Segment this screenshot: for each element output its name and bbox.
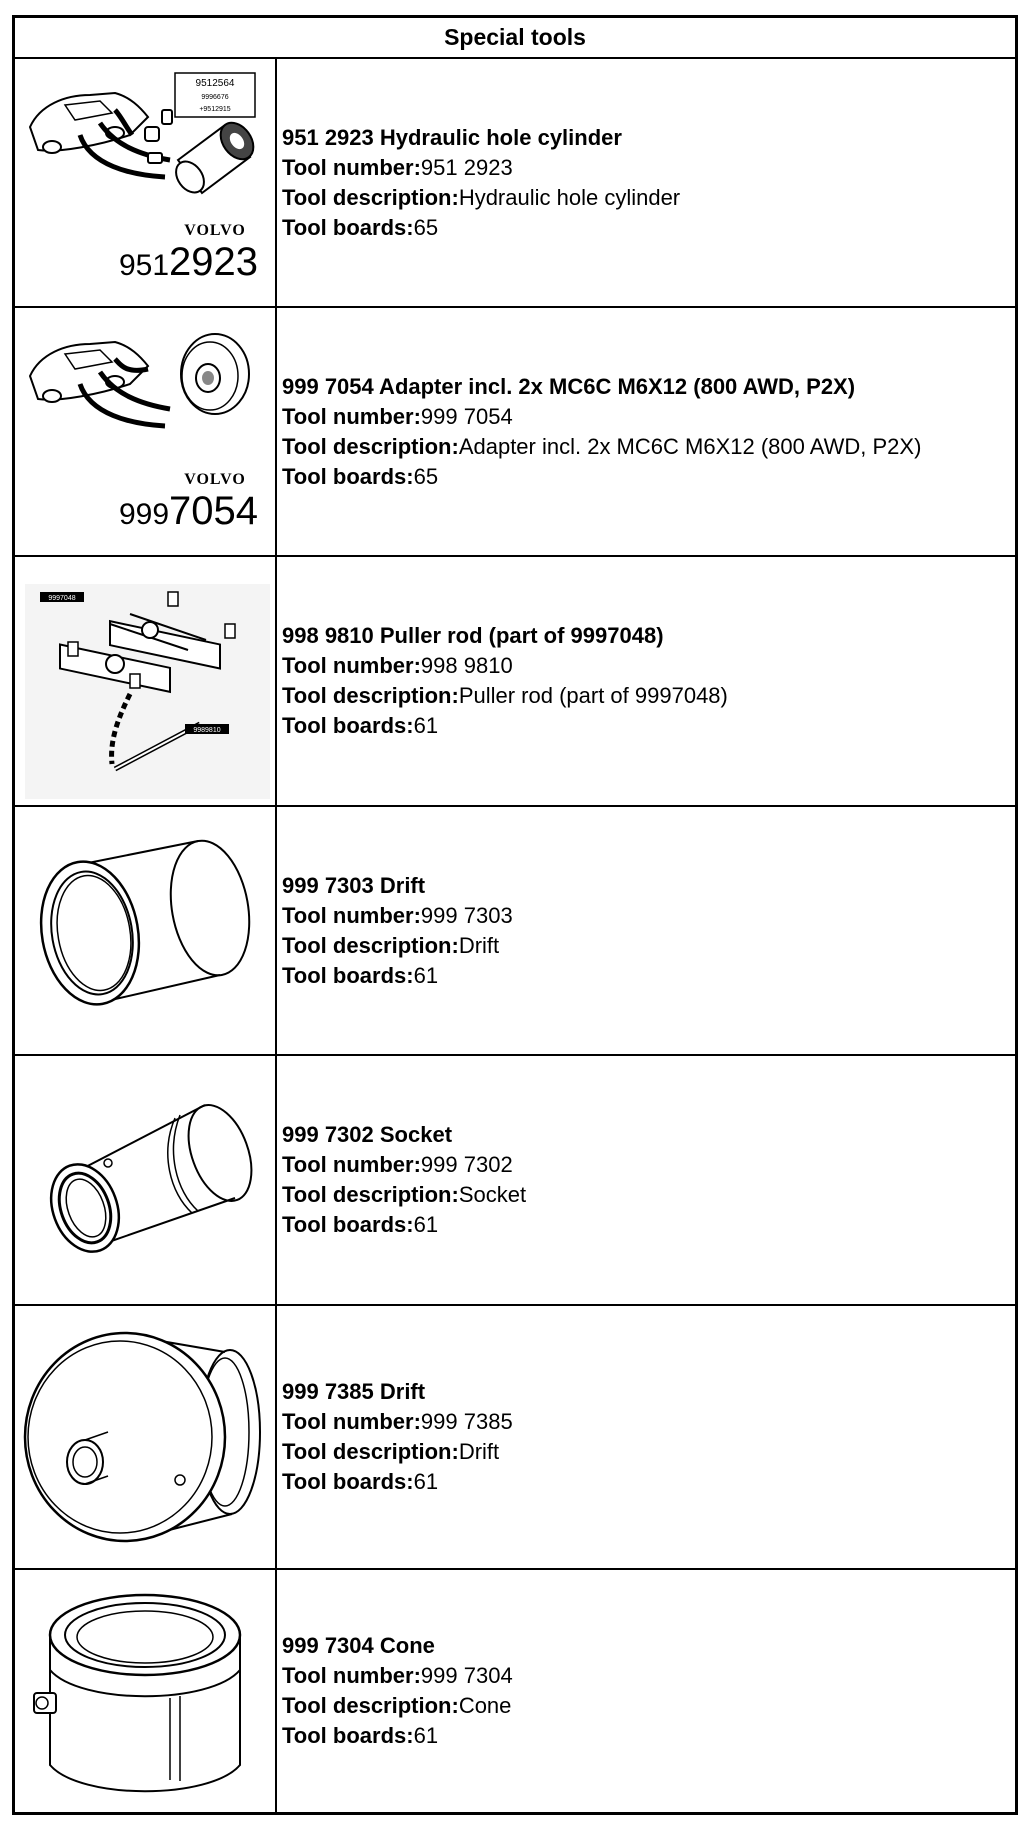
table-header: Special tools [15,18,1015,59]
tag-label: 9512564 [195,78,235,89]
socket-drawing [20,1063,270,1298]
tool-illustration [15,557,277,805]
tool-illustration [15,1056,277,1304]
tool-details [277,557,1015,805]
tool-description-line: Tool description:Cone [282,1693,512,1718]
adapter-drawing [20,314,270,549]
tool-description-line: Tool description:Hydraulic hole cylinder [282,184,681,210]
tool-row [15,557,1015,807]
tool-row [15,1056,1015,1306]
tag-label: +9512915 [199,106,231,113]
tool-description-line: Tool description:Drift [282,1439,500,1464]
tool-details [277,1570,1015,1812]
tool-row [15,1306,1015,1570]
tool-number-line: Tool number:999 7303 [282,902,513,928]
drift-large-drawing [20,1312,270,1562]
brand-label: VOLVO [184,471,246,488]
tool-heading: 951 2923 Hydraulic hole cylinder [282,124,622,150]
hydraulic-cylinder-drawing [20,65,270,300]
tool-details [277,1056,1015,1304]
tool-heading: 999 7302 Socket [282,1122,453,1147]
tool-heading: 999 7304 Cone [282,1633,435,1658]
tool-illustration [15,1306,277,1568]
tool-number-line: Tool number:999 7304 [282,1663,513,1688]
tag-label: 9989810 [193,726,221,734]
tool-details [277,807,1015,1054]
puller-rod-drawing [20,564,270,799]
drift-drawing [20,813,270,1048]
tool-illustration [15,807,277,1054]
tool-illustration [15,1570,277,1812]
tag-label: 9996676 [201,94,229,101]
tool-description-line: Tool description:Puller rod (part of 9997048) [282,683,728,708]
brand-label: VOLVO [184,222,246,239]
tool-row [15,59,1015,308]
tool-row [15,1570,1015,1812]
tag-label: 9997048 [48,594,76,602]
tool-heading: 999 7054 Adapter incl. 2x MC6C M6X12 (800 AWD, P2X) [282,373,856,399]
tool-heading: 999 7385 Drift [282,1379,426,1404]
tool-number-line: Tool number:999 7054 [282,403,513,429]
tool-details [277,308,1015,555]
tool-code-label: 9512923 [118,240,258,284]
tool-code-label: 9997054 [118,489,258,533]
tool-boards-line: Tool boards:65 [282,463,439,489]
special-tools-table [12,15,1018,1815]
tool-description-line: Tool description:Socket [282,1182,527,1207]
tool-number-line: Tool number:999 7385 [282,1409,513,1434]
tool-number-line: Tool number:999 7302 [282,1152,513,1177]
tool-boards-line: Tool boards:61 [282,713,439,738]
tool-row [15,308,1015,557]
tool-details [277,1306,1015,1568]
tool-boards-line: Tool boards:61 [282,1469,439,1494]
tool-details [277,59,1015,306]
tool-number-line: Tool number:951 2923 [282,154,513,180]
tool-illustration [15,59,277,306]
tool-row [15,807,1015,1056]
tool-number-line: Tool number:998 9810 [282,653,513,678]
tool-description-line: Tool description:Adapter incl. 2x MC6C M6X12 (800 AWD, P2X) [282,433,922,459]
tool-illustration [15,308,277,555]
tool-boards-line: Tool boards:61 [282,962,439,988]
tool-boards-line: Tool boards:65 [282,214,439,240]
tool-boards-line: Tool boards:61 [282,1723,439,1748]
tool-heading: 999 7303 Drift [282,872,426,898]
tool-description-line: Tool description:Drift [282,932,500,958]
tool-heading: 998 9810 Puller rod (part of 9997048) [282,623,664,648]
cone-drawing [20,1575,270,1807]
tool-boards-line: Tool boards:61 [282,1212,439,1237]
